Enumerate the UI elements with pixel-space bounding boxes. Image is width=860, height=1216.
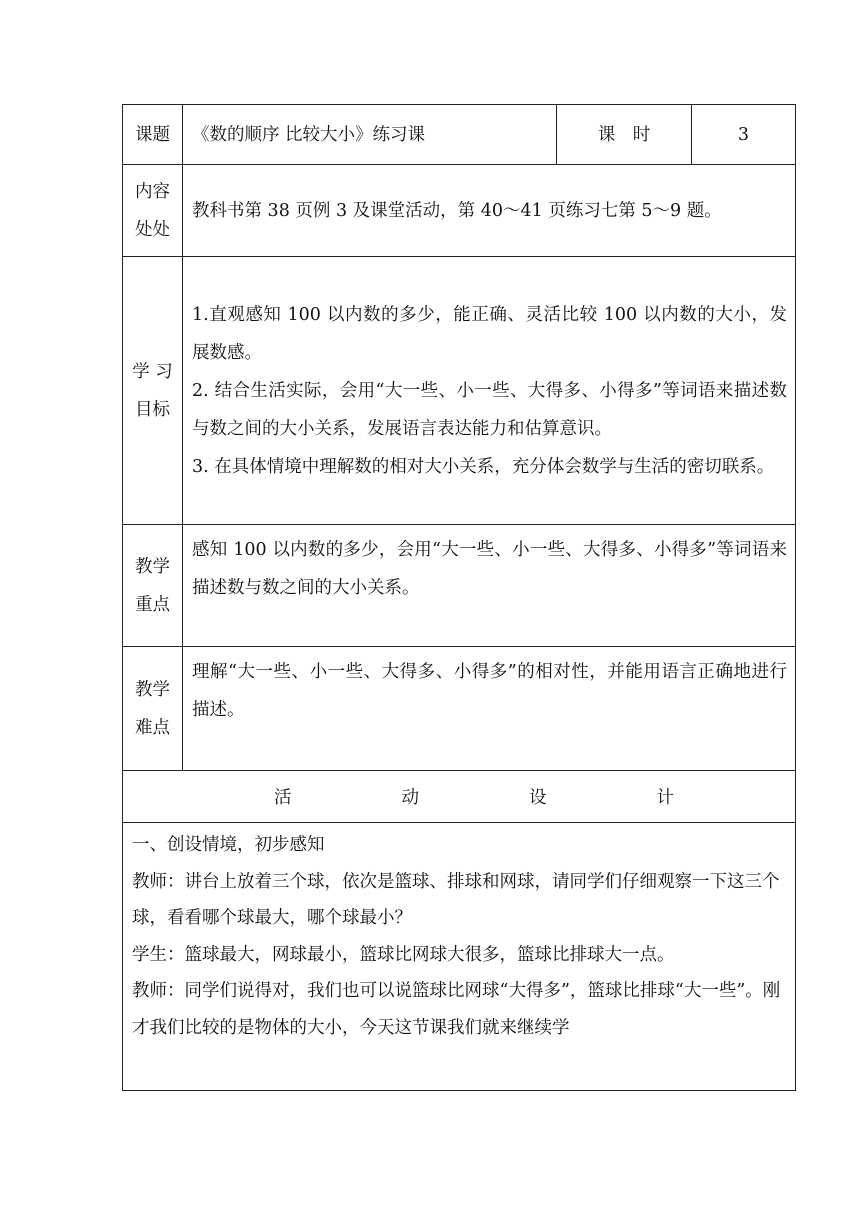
key-points-label-line-2: 重点 — [135, 594, 170, 615]
lesson-plan-table — [122, 104, 795, 1091]
goals-row — [123, 257, 796, 525]
goals-text — [183, 257, 796, 525]
activity-title-char-1: 活 — [274, 788, 292, 808]
hours-label: 课 时 — [557, 105, 692, 165]
activity-paragraph-2: 教师：讲台上放着三个球，依次是篮球、排球和网球，请同学们仔细观察一下这三个球，看看哪个球最大，哪个球最小？ — [132, 871, 780, 928]
activity-title-char-4: 计 — [656, 788, 674, 808]
goals-label — [123, 257, 183, 525]
activity-title — [123, 771, 796, 823]
topic-label: 课题 — [123, 105, 183, 165]
content-label-line-1: 内容 — [135, 181, 170, 202]
activity-paragraph-3: 学生：篮球最大，网球最小，篮球比网球大很多，篮球比排球大一点。 — [132, 944, 675, 965]
activity-paragraph-4: 教师：同学们说得对，我们也可以说篮球比网球“大得多”，篮球比排球“大一些”。刚才我们比较的是物体的大小，今天这节课我们就来继续学 — [132, 981, 781, 1038]
key-points-row — [123, 525, 796, 647]
topic-value: 《数的顺序 比较大小》练习课 — [183, 105, 557, 165]
key-points-text: 感知 100 以内数的多少，会用“大一些、小一些、大得多、小得多”等词语来描述数与数之间的大小关系。 — [183, 525, 796, 647]
hours-value: 3 — [692, 105, 796, 165]
activity-title-char-3: 设 — [529, 788, 547, 808]
content-label-line-2: 处处 — [135, 219, 170, 240]
key-points-label — [123, 525, 183, 647]
goal-item-1: 1.直观感知 100 以内数的多少，能正确、灵活比较 100 以内数的大小，发展数感。 — [192, 304, 787, 363]
difficulties-text: 理解“大一些、小一些、大得多、小得多”的相对性，并能用语言正确地进行描述。 — [183, 647, 796, 771]
activity-paragraph-1: 一、创设情境，初步感知 — [132, 835, 325, 855]
difficulties-label — [123, 647, 183, 771]
content-row — [123, 165, 796, 257]
difficulties-label-line-1: 教学 — [135, 679, 170, 700]
goals-label-line-2: 目标 — [135, 399, 170, 420]
content-text: 教科书第 38 页例 3 及课堂活动，第 40～41 页练习七第 5～9 题。 — [183, 165, 796, 257]
goal-item-2: 2. 结合生活实际，会用“大一些、小一些、大得多、小得多”等词语来描述数与数之间的大小关系，发展语言表达能力和估算意识。 — [192, 380, 787, 439]
content-label — [123, 165, 183, 257]
activity-body-row — [123, 823, 796, 1091]
topic-row — [123, 105, 796, 165]
activity-title-char-2: 动 — [401, 788, 419, 808]
key-points-label-line-1: 教学 — [135, 556, 170, 577]
activity-body — [123, 823, 796, 1091]
goals-label-line-1: 学 习 — [132, 361, 173, 382]
goal-item-3: 3. 在具体情境中理解数的相对大小关系，充分体会数学与生活的密切联系。 — [192, 456, 775, 477]
activity-title-row — [123, 771, 796, 823]
difficulties-label-line-2: 难点 — [135, 717, 170, 738]
difficulties-row — [123, 647, 796, 771]
